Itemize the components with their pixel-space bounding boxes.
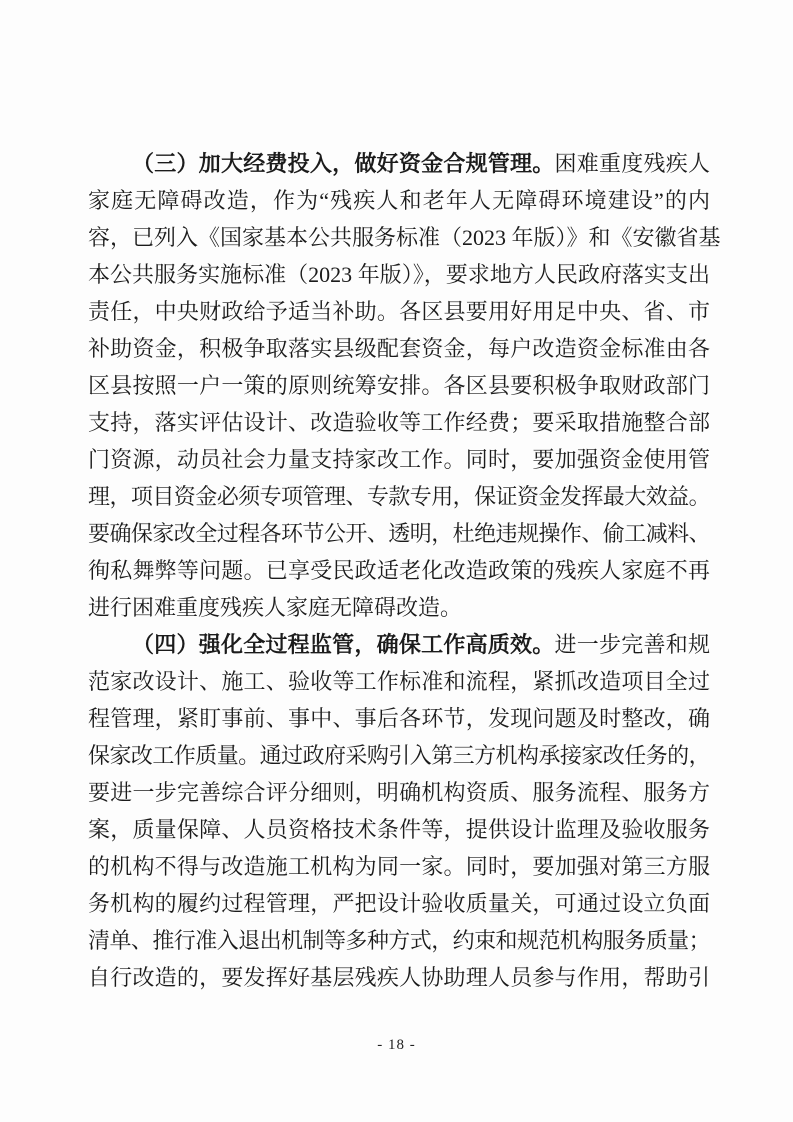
body-text-run: 要确保家改全过程各环节公开、透明，杜绝违规操作、偷工减料、 <box>88 521 710 546</box>
text-line <box>88 515 710 552</box>
text-line <box>88 367 710 404</box>
body-text-run: 补助资金，积极争取落实县级配套资金，每户改造资金标准由各 <box>88 336 710 361</box>
body-text-run: 要进一步完善综合评分细则，明确机构资质、服务流程、服务方 <box>88 780 710 805</box>
body-text-run: 区县按照一户一策的原则统筹安排。各区县要积极争取财政部门 <box>88 373 710 398</box>
body-text-run: 徇私舞弊等问题。已享受民政适老化改造政策的残疾人家庭不再 <box>88 558 710 583</box>
body-text-run: 责任，中央财政给予适当补助。各区县要用好用足中央、省、市 <box>88 299 710 324</box>
body-text-run: 困难重度残疾人 <box>554 151 710 176</box>
text-line <box>88 663 710 700</box>
text-line <box>88 145 710 182</box>
text-line <box>88 441 710 478</box>
text-line <box>88 478 710 515</box>
body-text-run: 的机构不得与改造施工机构为同一家。同时，要加强对第三方服 <box>88 854 710 879</box>
body-text-run: 自行改造的，要发挥好基层残疾人协助理人员参与作用，帮助引 <box>88 965 710 990</box>
body-text-run: 本公共服务实施标准（2023 年版）》，要求地方人民政府落实支出 <box>88 262 710 287</box>
text-line <box>88 256 710 293</box>
paragraph-section-4 <box>88 626 710 996</box>
body-text-run: 务机构的履约过程管理，严把设计验收质量关，可通过设立负面 <box>88 891 710 916</box>
section-heading-run: （三）加大经费投入，做好资金合规管理。 <box>132 151 555 176</box>
body-text-run: 范家改设计、施工、验收等工作标准和流程，紧抓改造项目全过 <box>88 669 710 694</box>
text-line <box>88 219 721 256</box>
text-line <box>88 330 710 367</box>
text-line <box>88 959 710 996</box>
body-text-run: 程管理，紧盯事前、事中、事后各环节，发现问题及时整改，确 <box>88 706 710 731</box>
text-line <box>88 737 710 774</box>
text-line <box>88 774 710 811</box>
section-heading-run: （四）强化全过程监管，确保工作高质效。 <box>132 632 555 657</box>
text-line <box>88 885 710 922</box>
paragraph-section-3 <box>88 145 721 626</box>
body-text-run: 门资源，动员社会力量支持家改工作。同时，要加强资金使用管 <box>88 447 710 472</box>
text-line <box>88 552 710 589</box>
body-text-run: 清单、推行准入退出机制等多种方式，约束和规范机构服务质量； <box>88 928 710 953</box>
body-text-run: 容，已列入《国家基本公共服务标准（2023 年版）》和《安徽省基 <box>88 225 721 250</box>
page-number: - 18 - <box>377 1037 416 1053</box>
text-line <box>88 589 710 626</box>
body-text-run: 保家改工作质量。通过政府采购引入第三方机构承接家改任务的， <box>88 743 710 768</box>
page-footer <box>0 1037 793 1054</box>
text-line <box>88 293 710 330</box>
body-text-run: 进行困难重度残疾人家庭无障碍改造。 <box>88 595 463 620</box>
text-block <box>88 145 721 996</box>
body-text-run: 理，项目资金必须专项管理、专款专用，保证资金发挥最大效益。 <box>88 484 710 509</box>
text-line <box>88 404 710 441</box>
text-line <box>88 700 710 737</box>
body-text-run: 支持，落实评估设计、改造验收等工作经费；要采取措施整合部 <box>88 410 710 435</box>
body-text-run: 案，质量保障、人员资格技术条件等，提供设计监理及验收服务 <box>88 817 710 842</box>
text-line <box>88 848 710 885</box>
text-line <box>88 626 710 663</box>
text-line <box>88 811 710 848</box>
body-text-run: 家庭无障碍改造，作为“残疾人和老年人无障碍环境建设”的内 <box>88 188 711 213</box>
text-line <box>88 182 710 219</box>
text-line <box>88 922 710 959</box>
body-text-run: 进一步完善和规 <box>554 632 710 657</box>
